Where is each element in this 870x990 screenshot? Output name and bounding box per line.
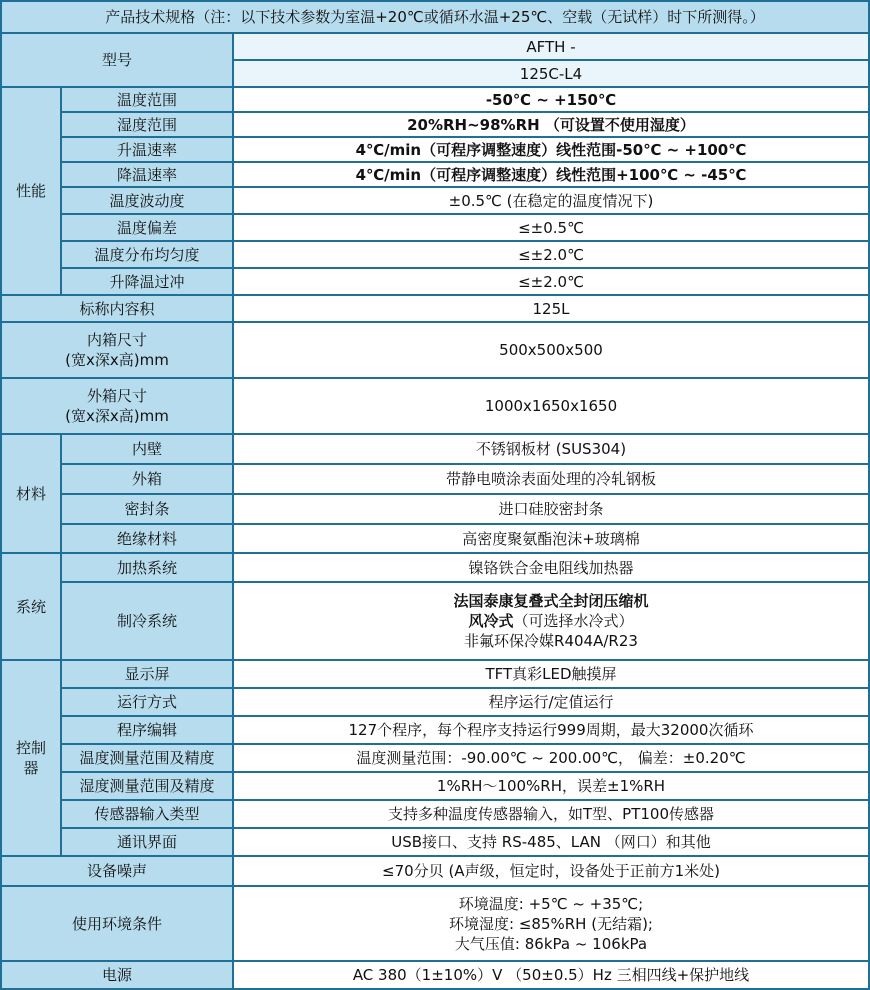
table-row xyxy=(1,162,869,187)
heating-value: 镍铬铁合金电阻线加热器 xyxy=(233,553,869,582)
row-value: ≤±0.5℃ xyxy=(233,214,869,241)
table-row xyxy=(1,214,869,241)
controller-label xyxy=(1,660,61,856)
model-label: 型号 xyxy=(1,33,233,87)
table-row xyxy=(1,524,869,553)
row-label: 温度测量范围及精度 xyxy=(61,744,233,772)
system-label: 系统 xyxy=(1,553,61,660)
inner-size-label xyxy=(1,322,233,378)
cooling-line2-rest: （可选择水冷式） xyxy=(513,612,634,630)
environment-line2: 环境湿度: ≤85%RH (无结霜); xyxy=(449,914,653,933)
table-row xyxy=(1,137,869,162)
environment-label: 使用环境条件 xyxy=(1,886,233,961)
row-value: -50℃ ~ +150℃ xyxy=(233,87,869,112)
power-value: AC 380（1±10%）V （50±0.5）Hz 三相四线+保护地线 xyxy=(233,961,869,989)
cooling-line3: 非氟环保冷媒R404A/R23 xyxy=(464,632,638,650)
heating-row xyxy=(1,553,869,582)
row-label: 温度波动度 xyxy=(61,187,233,214)
environment-row xyxy=(1,886,869,961)
row-label: 湿度范围 xyxy=(61,112,233,137)
table-row xyxy=(1,112,869,137)
table-row xyxy=(1,660,869,688)
controller-label-line2: 器 xyxy=(23,759,39,777)
noise-value: ≤70分贝 (A声级，恒定时，设备处于正前方1米处) xyxy=(233,856,869,886)
capacity-label: 标称内容积 xyxy=(1,295,233,322)
table-row xyxy=(1,716,869,744)
cooling-row xyxy=(1,582,869,660)
table-row xyxy=(1,241,869,268)
row-value: 127个程序，每个程序支持运行999周期，最大32000次循环 xyxy=(233,716,869,744)
row-value: 支持多种温度传感器输入，如T型、PT100传感器 xyxy=(233,800,869,828)
table-row xyxy=(1,187,869,214)
power-row xyxy=(1,961,869,989)
row-label: 湿度测量范围及精度 xyxy=(61,772,233,800)
table-row xyxy=(1,434,869,464)
row-value: 高密度聚氨酯泡沫+玻璃棉 xyxy=(233,524,869,553)
row-label: 温度偏差 xyxy=(61,214,233,241)
row-value: 进口硅胶密封条 xyxy=(233,494,869,524)
inner-size-value: 500x500x500 xyxy=(233,322,869,378)
model-row xyxy=(1,33,869,60)
cooling-value xyxy=(233,582,869,660)
table-row xyxy=(1,772,869,800)
row-value: 1%RH～100%RH，误差±1%RH xyxy=(233,772,869,800)
row-value: 20%RH~98%RH （可设置不使用湿度） xyxy=(233,112,869,137)
table-row xyxy=(1,494,869,524)
environment-line1: 环境温度: +5℃ ~ +35℃; xyxy=(458,894,644,913)
cooling-line2 xyxy=(238,611,864,631)
power-label: 电源 xyxy=(1,961,233,989)
table-row xyxy=(1,268,869,295)
row-label: 程序编辑 xyxy=(61,716,233,744)
row-label: 升温速率 xyxy=(61,137,233,162)
row-label: 绝缘材料 xyxy=(61,524,233,553)
outer-size-row xyxy=(1,378,869,434)
performance-label: 性能 xyxy=(1,87,61,295)
inner-size-label-line2: (宽x深x高)mm xyxy=(65,351,169,369)
table-row xyxy=(1,87,869,112)
row-label: 传感器输入类型 xyxy=(61,800,233,828)
capacity-row xyxy=(1,295,869,322)
table-row xyxy=(1,464,869,494)
environment-value xyxy=(233,886,869,961)
row-value: ≤±2.0℃ xyxy=(233,241,869,268)
cooling-label: 制冷系统 xyxy=(61,582,233,660)
model-value-line1: AFTH - xyxy=(233,33,869,60)
controller-label-line1: 控制 xyxy=(15,739,46,757)
row-label: 外箱 xyxy=(61,464,233,494)
cooling-line2-bold: 风冷式 xyxy=(468,612,514,630)
inner-size-label-line1: 内箱尺寸 xyxy=(86,331,147,349)
row-label: 升降温过冲 xyxy=(61,268,233,295)
row-label: 温度范围 xyxy=(61,87,233,112)
capacity-value: 125L xyxy=(233,295,869,322)
row-value: 温度测量范围：-90.00℃ ~ 200.00℃， 偏差：±0.20℃ xyxy=(233,744,869,772)
row-value: ≤±2.0℃ xyxy=(233,268,869,295)
cooling-line1: 法国泰康复叠式全封闭压缩机 xyxy=(453,592,649,610)
row-value: USB接口、支持 RS-485、LAN （网口）和其他 xyxy=(233,828,869,856)
row-value: 4℃/min（可程序调整速度）线性范围-50℃ ~ +100℃ xyxy=(233,137,869,162)
table-row xyxy=(1,828,869,856)
row-value: ±0.5℃ (在稳定的温度情况下) xyxy=(233,187,869,214)
environment-line3: 大气压值: 86kPa ~ 106kPa xyxy=(454,934,648,953)
table-title: 产品技术规格（注：以下技术参数为室温+20℃或循环水温+25℃、空载（无试样）时下所测得。） xyxy=(1,1,869,33)
row-label: 通讯界面 xyxy=(61,828,233,856)
row-value: TFT真彩LED触摸屏 xyxy=(233,660,869,688)
table-row xyxy=(1,800,869,828)
row-label: 降温速率 xyxy=(61,162,233,187)
table-row xyxy=(1,744,869,772)
row-value: 不锈钢板材 (SUS304) xyxy=(233,434,869,464)
material-label: 材料 xyxy=(1,434,61,553)
title-row xyxy=(1,1,869,33)
outer-size-label-line2: (宽x深x高)mm xyxy=(65,407,169,425)
outer-size-label xyxy=(1,378,233,434)
noise-label: 设备噪声 xyxy=(1,856,233,886)
row-label: 温度分布均匀度 xyxy=(61,241,233,268)
row-label: 密封条 xyxy=(61,494,233,524)
table-row xyxy=(1,688,869,716)
row-value: 程序运行/定值运行 xyxy=(233,688,869,716)
noise-row xyxy=(1,856,869,886)
row-label: 显示屏 xyxy=(61,660,233,688)
model-value-line2: 125C-L4 xyxy=(233,60,869,87)
heating-label: 加热系统 xyxy=(61,553,233,582)
inner-size-row xyxy=(1,322,869,378)
outer-size-label-line1: 外箱尺寸 xyxy=(86,387,147,405)
row-label: 内壁 xyxy=(61,434,233,464)
row-label: 运行方式 xyxy=(61,688,233,716)
row-value: 4℃/min（可程序调整速度）线性范围+100℃ ~ -45℃ xyxy=(233,162,869,187)
row-value: 带静电喷涂表面处理的冷轧钢板 xyxy=(233,464,869,494)
outer-size-value: 1000x1650x1650 xyxy=(233,378,869,434)
